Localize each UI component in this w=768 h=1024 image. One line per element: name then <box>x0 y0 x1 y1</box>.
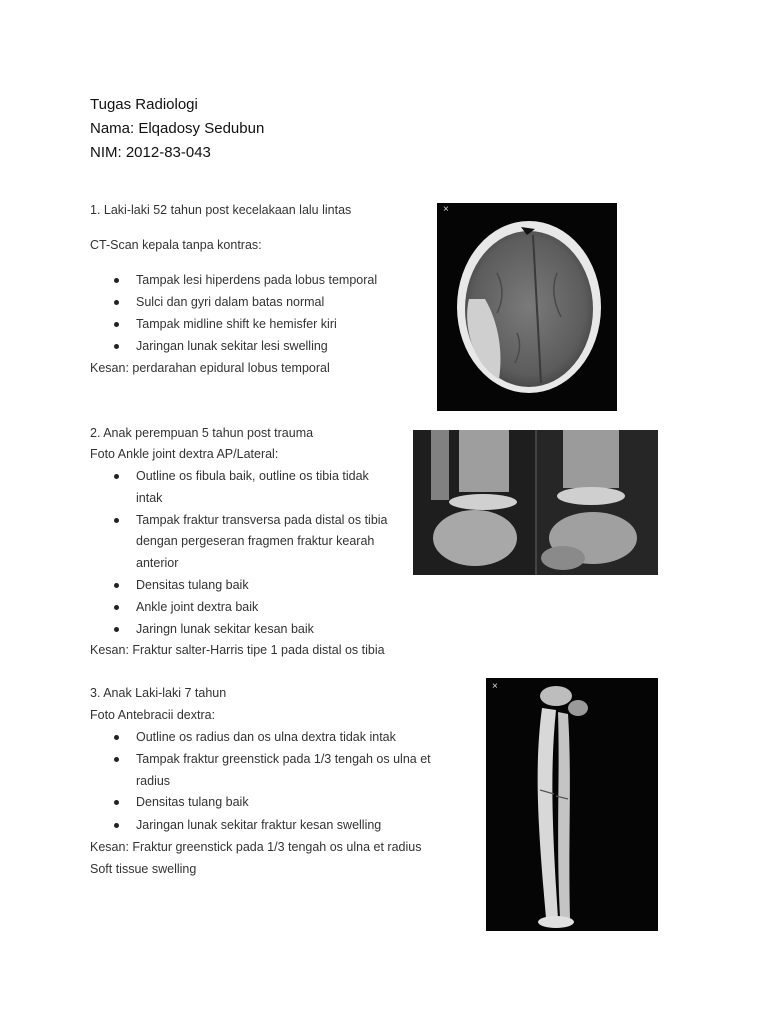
bullet-icon <box>114 735 119 740</box>
case1-finding: Tampak midline shift ke hemisfer kiri <box>136 317 337 331</box>
case3-exam: Foto Antebracii dextra: <box>90 708 216 722</box>
case3-conclusion-2: Soft tissue swelling <box>90 862 197 876</box>
case2-finding: Densitas tulang baik <box>136 578 249 592</box>
bullet-icon <box>114 800 119 805</box>
case3-finding: Outline os radius dan os ulna dextra tidak intak <box>136 730 396 744</box>
case3-finding-cont: radius <box>136 774 171 788</box>
ct-scan-head-image <box>437 203 617 411</box>
case1-finding: Jaringan lunak sekitar lesi swelling <box>136 339 328 353</box>
ct-scan-drawing <box>437 203 617 411</box>
bullet-icon <box>114 605 119 610</box>
image-marker: × <box>443 204 449 215</box>
case2-finding-cont: intak <box>136 491 163 505</box>
case2-finding: Jaringn lunak sekitar kesan baik <box>136 622 314 636</box>
case1-exam: CT-Scan kepala tanpa kontras: <box>90 238 262 252</box>
image-marker: × <box>492 681 498 692</box>
bullet-icon <box>114 344 119 349</box>
ankle-xray-drawing <box>413 430 658 575</box>
forearm-xray-image <box>486 678 658 931</box>
bullet-icon <box>114 518 119 523</box>
bullet-icon <box>114 278 119 283</box>
ankle-xray-image <box>413 430 658 575</box>
student-nim: NIM: 2012-83-043 <box>90 144 211 161</box>
case3-conclusion: Kesan: Fraktur greenstick pada 1/3 tengah os ulna et radius <box>90 840 422 854</box>
case2-heading: 2. Anak perempuan 5 tahun post trauma <box>90 426 314 440</box>
case3-finding: Tampak fraktur greenstick pada 1/3 tengah os ulna et <box>136 752 431 766</box>
case1-conclusion: Kesan: perdarahan epidural lobus temporal <box>90 361 330 375</box>
case2-finding-cont: anterior <box>136 556 179 570</box>
bullet-icon <box>114 474 119 479</box>
bullet-icon <box>114 583 119 588</box>
case1-finding: Tampak lesi hiperdens pada lobus temporal <box>136 273 378 287</box>
case2-finding: Ankle joint dextra baik <box>136 600 259 614</box>
case1-heading: 1. Laki-laki 52 tahun post kecelakaan lalu lintas <box>90 203 352 217</box>
case2-finding: Tampak fraktur transversa pada distal os tibia <box>136 513 388 527</box>
student-name: Nama: Elqadosy Sedubun <box>90 120 265 137</box>
case2-finding-cont: dengan pergeseran fragmen fraktur kearah <box>136 534 375 548</box>
case2-finding: Outline os fibula baik, outline os tibia tidak <box>136 469 369 483</box>
bullet-icon <box>114 322 119 327</box>
case1-finding: Sulci dan gyri dalam batas normal <box>136 295 325 309</box>
bullet-icon <box>114 300 119 305</box>
bullet-icon <box>114 627 119 632</box>
case3-finding: Densitas tulang baik <box>136 795 249 809</box>
forearm-xray-drawing <box>486 678 658 931</box>
case3-finding: Jaringan lunak sekitar fraktur kesan swelling <box>136 818 382 832</box>
case3-heading: 3. Anak Laki-laki 7 tahun <box>90 686 227 700</box>
case2-exam: Foto Ankle joint dextra AP/Lateral: <box>90 447 279 461</box>
bullet-icon <box>114 757 119 762</box>
case2-conclusion: Kesan: Fraktur salter-Harris tipe 1 pada distal os tibia <box>90 643 385 657</box>
doc-title: Tugas Radiologi <box>90 96 198 113</box>
bullet-icon <box>114 823 119 828</box>
